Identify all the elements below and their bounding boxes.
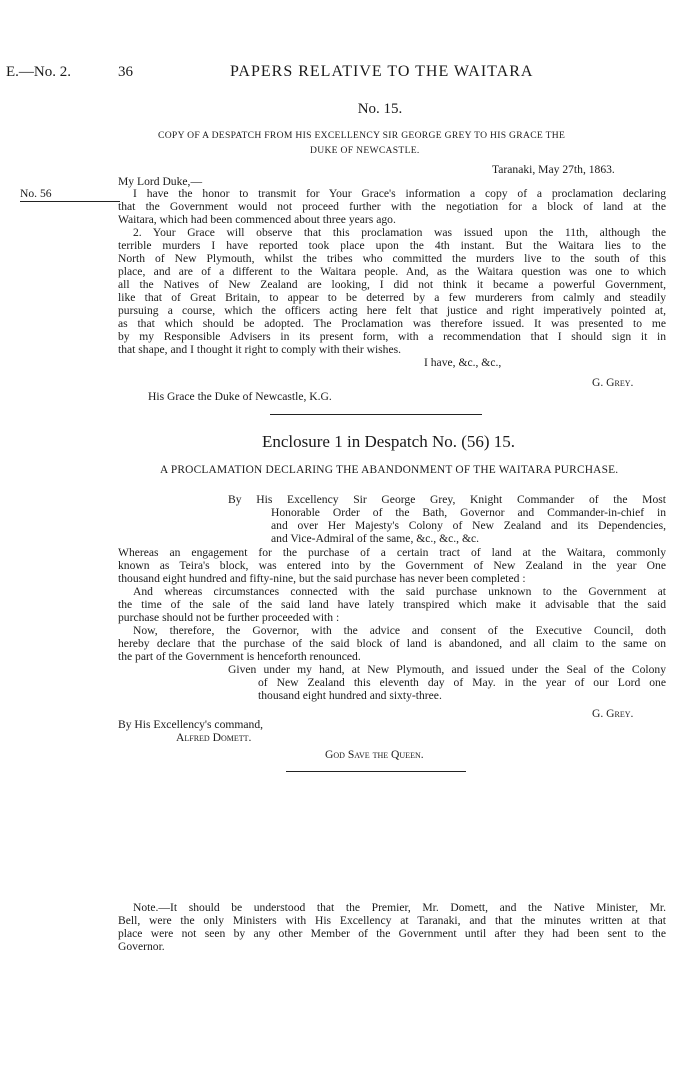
despatch-place-date: Taranaki, May 27th, 1863. (492, 163, 615, 176)
despatch-title-line-1: COPY OF A DESPATCH FROM HIS EXCELLENCY SIR GEORGE GREY TO HIS GRACE THE (158, 130, 566, 141)
text-line: By His Excellency Sir George Grey, Knight Commander of the Most (228, 493, 666, 506)
page-number: 36 (118, 64, 133, 80)
text-line: thousand eight hundred and fifty-nine, but the said purchase has never been completed : (118, 572, 526, 585)
text-line: thousand eight hundred and sixty-three. (258, 689, 442, 702)
text-line: as that which should be adopted. The Proclamation was therefore issued. It was presented to me (118, 317, 666, 330)
margin-note: No. 56 (20, 187, 52, 200)
despatch-title-line-2: DUKE OF NEWCASTLE. (310, 145, 420, 156)
running-title: PAPERS RELATIVE TO THE WAITARA (230, 63, 534, 80)
text-line: terrible murders I have reported took place upon the 4th instant. But the Waitara lies to the (118, 239, 666, 252)
series-number: E.—No. 2. (6, 64, 71, 80)
end-rule (286, 771, 466, 772)
proclamation-title: A PROCLAMATION DECLARING THE ABANDONMENT OF THE WAITARA PURCHASE. (160, 464, 619, 476)
text-line: that the Government would not proceed further with the negotiation for a block of land at the (118, 200, 666, 213)
text-line: hereby declare that the purchase of the said block of land is abandoned, and all claim to the same on (118, 637, 666, 650)
despatch-closing: I have, &c., &c., (424, 356, 502, 369)
text-line: all the Natives of New Zealand are looking, I did not think it became a powerful Government, (118, 278, 666, 291)
text-line: place, and are of a different to the Waitara people. And, as the Waitara question was one to which (118, 265, 666, 278)
countersign: Alfred Domett. (176, 731, 252, 744)
text-line: Given under my hand, at New Plymouth, and issued under the Seal of the Colony (228, 663, 666, 676)
text-line: by my Responsible Advisers in its present form, with a recommendation that I should sign it in (118, 330, 666, 343)
enclosure-heading: Enclosure 1 in Despatch No. (56) 15. (262, 432, 516, 451)
text-line: pursuing a course, which the officers acting here felt that justice and right imperatively pointed at, (118, 304, 666, 317)
despatch-number-heading: No. 15. (357, 101, 403, 117)
text-line: Bell, were the only Ministers with His Excellency at Taranaki, and that the minutes written at that (118, 914, 666, 927)
text-line: North of New Plymouth, whilst the tribes who committed the murders live to the south of this (118, 252, 666, 265)
section-divider (270, 414, 482, 415)
text-line: Honorable Order of the Bath, Governor and Commander-in-chief in (271, 506, 666, 519)
text-line: Governor. (118, 940, 165, 953)
text-line: Waitara, which had been commenced about three years ago. (118, 213, 396, 226)
text-line: that shape, and I thought it right to comply with their wishes. (118, 343, 402, 356)
text-line: And whereas circumstances connected with the said purchase unknown to the Government at (133, 585, 666, 598)
text-line: the part of the Government is henceforth renounced. (118, 650, 361, 663)
text-line: the time of the sale of the said land have lately transpired which make it advisable that the said (118, 598, 666, 611)
text-line: 2. Your Grace will observe that this proclamation was issued upon the 11th, although the (133, 226, 666, 239)
god-save-the-queen: God Save the Queen. (325, 748, 424, 761)
text-line: Whereas an engagement for the purchase of a certain tract of land at the Waitara, commonly (118, 546, 666, 559)
text-line: Note.—It should be understood that the Premier, Mr. Domett, and the Native Minister, Mr. (133, 901, 666, 914)
text-line: of New Zealand this eleventh day of May. in the year of our Lord one (258, 676, 666, 689)
command-line: By His Excellency's command, (118, 718, 264, 731)
text-line: Now, therefore, the Governor, with the advice and consent of the Executive Council, doth (133, 624, 666, 637)
text-line: I have the honor to transmit for Your Grace's information a copy of a proclamation declaring (133, 187, 666, 200)
despatch-addressee: His Grace the Duke of Newcastle, K.G. (148, 390, 332, 403)
text-line: and over Her Majesty's Colony of New Zealand and its Dependencies, (271, 519, 666, 532)
text-line: like that of Great Britain, to appear to be deterred by a few murderers from calmly and steadily (118, 291, 666, 304)
margin-note-rule (20, 201, 120, 202)
salutation: My Lord Duke,— (118, 175, 203, 188)
despatch-signature: G. Grey. (592, 376, 634, 389)
proclamation-signature: G. Grey. (592, 707, 634, 720)
text-line: known as Teira's block, was entered into by the Government of New Zealand in the year One (118, 559, 666, 572)
text-line: place were not seen by any other Member of the Government until after they had been sent to the (118, 927, 666, 940)
text-line: purchase should not be further proceeded with : (118, 611, 340, 624)
text-line: and Vice-Admiral of the same, &c., &c., &c. (271, 532, 480, 545)
